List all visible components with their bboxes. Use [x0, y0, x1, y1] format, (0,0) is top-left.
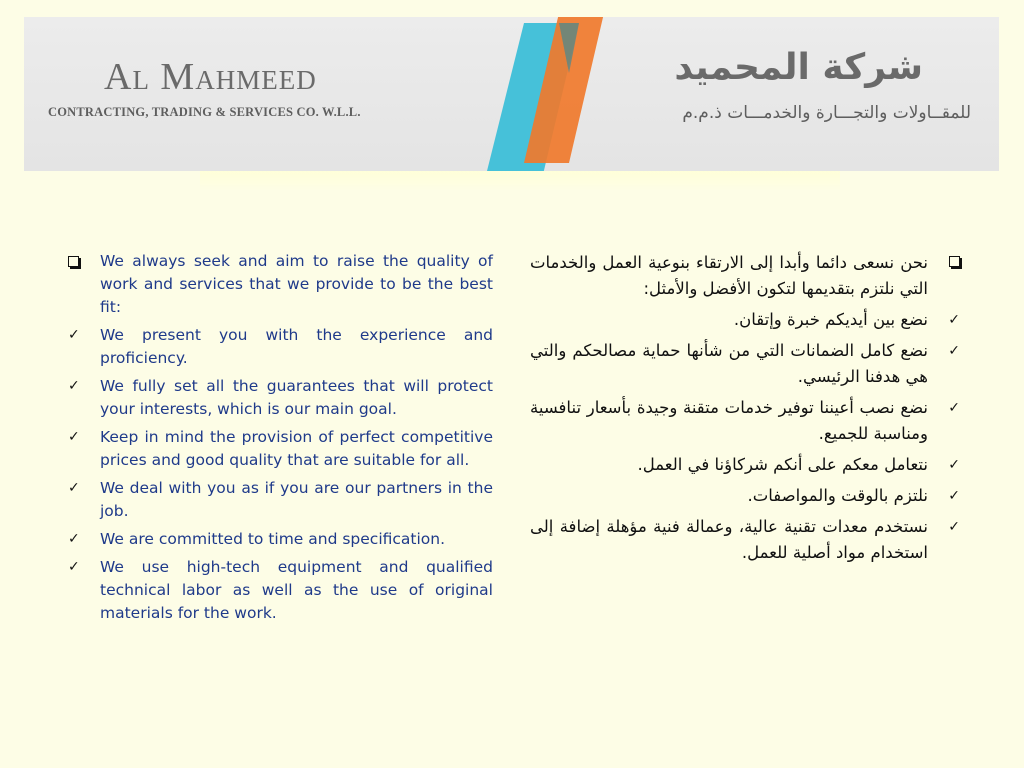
square-bullet-icon: [940, 250, 960, 276]
list-item: [68, 426, 493, 472]
list-item: [530, 514, 960, 566]
list-item: [530, 307, 960, 333]
item-text: نضع نصب أعيننا توفير خدمات متقنة وجيدة بأسعار تنافسية ومناسبة للجميع.: [530, 398, 928, 443]
list-item: [530, 483, 960, 509]
list-item: [68, 324, 493, 370]
item-text: نستخدم معدات تقنية عالية، وعمالة فنية مؤهلة إضافة إلى استخدام مواد أصلية للعمل.: [530, 517, 928, 562]
intro-text: We always seek and aim to raise the quality of work and services that we provide to be the best fit:: [100, 252, 493, 316]
check-bullet-icon: ✓: [68, 327, 80, 343]
list-item: [68, 375, 493, 421]
item-text: We present you with the experience and proficiency.: [100, 326, 493, 367]
check-bullet-icon: ✓: [948, 457, 960, 473]
list-item: [530, 250, 960, 302]
english-column: [68, 250, 493, 630]
check-bullet-icon: ✓: [68, 559, 80, 575]
check-bullet-icon: ✓: [68, 480, 80, 496]
item-text: نضع بين أيديكم خبرة وإتقان.: [733, 310, 928, 329]
item-text: We deal with you as if you are our partners in the job.: [100, 479, 493, 520]
check-bullet-icon: ✓: [948, 343, 960, 359]
list-item: [68, 528, 493, 551]
list-item: [530, 395, 960, 447]
check-bullet-icon: ✓: [68, 378, 80, 394]
company-emblem-icon: [469, 17, 619, 171]
item-text: نضع كامل الضمانات التي من شأنها حماية مصالحكم والتي هي هدفنا الرئيسي.: [530, 341, 928, 386]
check-bullet-icon: ✓: [948, 488, 960, 504]
item-text: We fully set all the guarantees that will protect your interests, which is our main goal.: [100, 377, 493, 418]
list-item: [530, 452, 960, 478]
arabic-column: [530, 250, 960, 571]
list-item: [68, 250, 493, 319]
company-name-en: Al Mahmeed: [104, 56, 317, 98]
company-subtitle-ar: للمقــاولات والتجـــارة والخدمـــات ذ.م.م: [682, 103, 971, 123]
check-bullet-icon: ✓: [948, 312, 960, 328]
item-text: نتعامل معكم على أنكم شركاؤنا في العمل.: [637, 455, 928, 474]
arabic-list: [530, 250, 960, 566]
banner-glow: [200, 171, 840, 191]
company-subtitle-en: CONTRACTING, TRADING & SERVICES CO. W.L.L.: [48, 105, 361, 119]
square-bullet-icon: [68, 250, 88, 275]
list-item: [530, 338, 960, 390]
check-bullet-icon: ✓: [948, 519, 960, 535]
item-text: Keep in mind the provision of perfect competitive prices and good quality that are suitable for all.: [100, 428, 493, 469]
header-banner: [24, 17, 999, 171]
company-name-ar: شركة المحميد: [674, 47, 923, 88]
check-bullet-icon: ✓: [948, 400, 960, 416]
item-text: We are committed to time and specification.: [100, 530, 446, 548]
intro-text: نحن نسعى دائما وأبدا إلى الارتقاء بنوعية العمل والخدمات التي نلتزم بتقديمها لتكون الأفضل والأمثل:: [530, 253, 928, 298]
check-bullet-icon: ✓: [68, 429, 80, 445]
list-item: [68, 556, 493, 625]
item-text: نلتزم بالوقت والمواصفات.: [747, 486, 928, 505]
check-bullet-icon: ✓: [68, 531, 80, 547]
list-item: [68, 477, 493, 523]
item-text: We use high-tech equipment and qualified technical labor as well as the use of original materials for the work.: [100, 558, 493, 622]
english-list: [68, 250, 493, 625]
